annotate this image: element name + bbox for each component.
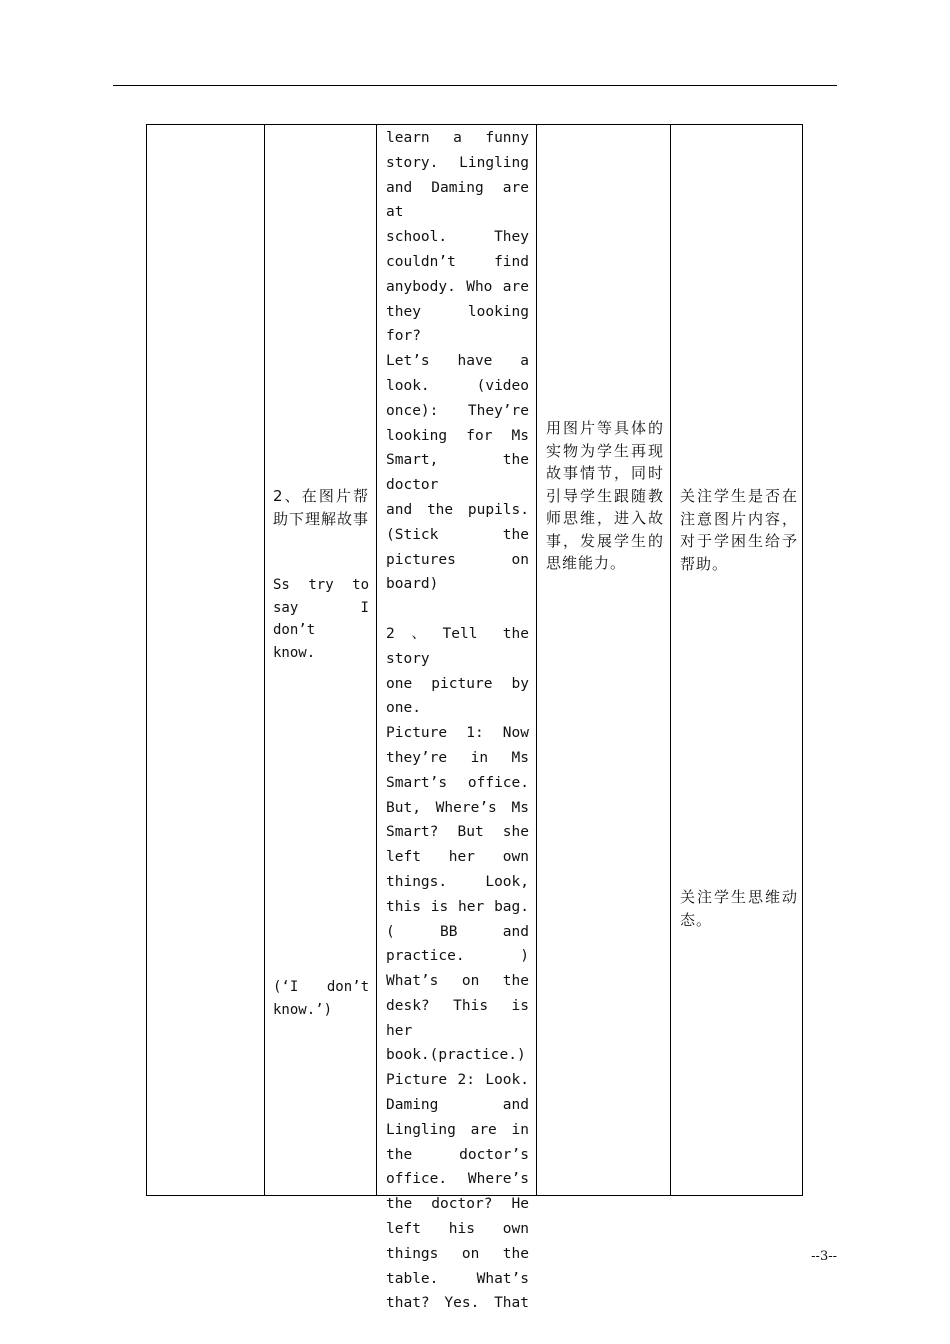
- teaching-note-1: 关注学生是否在注意图片内容，对于学困生给予帮助。: [680, 487, 798, 573]
- student-activity-line: don’t: [273, 622, 316, 638]
- teacher-activity-line: the doctor? He: [386, 1196, 529, 1213]
- teacher-activity-line: (Stick the: [386, 526, 529, 543]
- student-activity: [273, 574, 369, 664]
- teacher-activity-line: book.(practice.): [386, 1047, 526, 1064]
- page-number: --3--: [811, 1249, 837, 1264]
- column-divider: [264, 125, 265, 1195]
- teacher-activity-line: office. Where’s: [386, 1171, 529, 1188]
- teacher-activity-line: Picture 2: Look.: [386, 1072, 529, 1089]
- teacher-activity-line: learn a funny: [386, 130, 529, 146]
- teacher-activity-line: Smart’s office.: [386, 774, 529, 791]
- teacher-activity-line: things on the: [386, 1245, 529, 1262]
- teacher-activity-line: and the pupils.: [386, 501, 529, 518]
- teacher-activity-line: look. (video: [386, 377, 529, 394]
- teacher-activity-line: What’s on the: [386, 973, 529, 990]
- teacher-activity-line: Picture 1: Now: [386, 725, 529, 742]
- column-divider: [670, 125, 671, 1195]
- teacher-activity-line: one picture by: [386, 675, 529, 692]
- teacher-activity-line: left his own: [386, 1221, 529, 1238]
- student-activity-line: Ss try to: [273, 577, 369, 593]
- step-heading: 2、在图片帮助下理解故事: [273, 487, 370, 528]
- teacher-activity-line: Let’s have a: [386, 353, 529, 370]
- teacher-activity-line: anybody. Who are: [386, 278, 529, 295]
- teacher-activity-line: left her own: [386, 849, 529, 866]
- teaching-note-2: 关注学生思维动态。: [680, 888, 798, 929]
- teacher-activity-line: once): They’re: [386, 402, 529, 419]
- column-divider: [536, 125, 537, 1195]
- teacher-activity-line: [386, 597, 529, 622]
- quote-line: know.’): [273, 1001, 333, 1018]
- teacher-activity: [386, 126, 529, 1316]
- teacher-activity-line: the doctor’s: [386, 1146, 529, 1163]
- teacher-activity-line: Smart? But she: [386, 824, 529, 841]
- teacher-activity-line: couldn’t find: [386, 253, 529, 270]
- teacher-activity-line: school. They: [386, 229, 529, 246]
- teacher-activity-line: pictures on: [386, 551, 529, 568]
- quote-line: (‘I don’t: [273, 979, 369, 995]
- teacher-activity-line: ( BB and: [386, 923, 529, 940]
- design-intent: 用图片等具体的实物为学生再现故事情节，同时引导学生跟随教师思维，进入故事，发展学生的思维能力。: [546, 419, 664, 572]
- teacher-activity-line: Lingling are in: [386, 1121, 529, 1138]
- student-response-quote: [273, 976, 369, 1021]
- teacher-activity-line: 2、Tell the story: [386, 625, 529, 667]
- teacher-activity-line: they looking for?: [386, 303, 529, 345]
- column-divider: [376, 125, 377, 1195]
- teacher-activity-line: But, Where’s Ms: [386, 799, 529, 816]
- teacher-activity-line: board): [386, 576, 439, 593]
- teacher-activity-line: one.: [386, 700, 421, 717]
- teacher-activity-line: and Daming are at: [386, 179, 529, 221]
- teacher-activity-line: desk? This is her: [386, 997, 529, 1039]
- teacher-activity-line: practice. ): [386, 948, 529, 965]
- teacher-activity-line: table. What’s: [386, 1270, 529, 1287]
- header-rule: [113, 85, 837, 86]
- teacher-activity-line: things. Look,: [386, 873, 529, 890]
- lesson-plan-table: [146, 124, 803, 1312]
- teacher-activity-line: looking for Ms: [386, 427, 529, 444]
- student-activity-line: know.: [273, 644, 316, 661]
- teacher-activity-line: this is her bag.: [386, 898, 529, 915]
- student-activity-line: say I: [273, 599, 369, 616]
- teacher-activity-line: Smart, the doctor: [386, 452, 529, 494]
- teacher-activity-line: that? Yes. That: [386, 1295, 529, 1312]
- teacher-activity-line: Daming and: [386, 1097, 529, 1114]
- teacher-activity-line: they’re in Ms: [386, 749, 529, 766]
- teacher-activity-line: story. Lingling: [386, 154, 529, 171]
